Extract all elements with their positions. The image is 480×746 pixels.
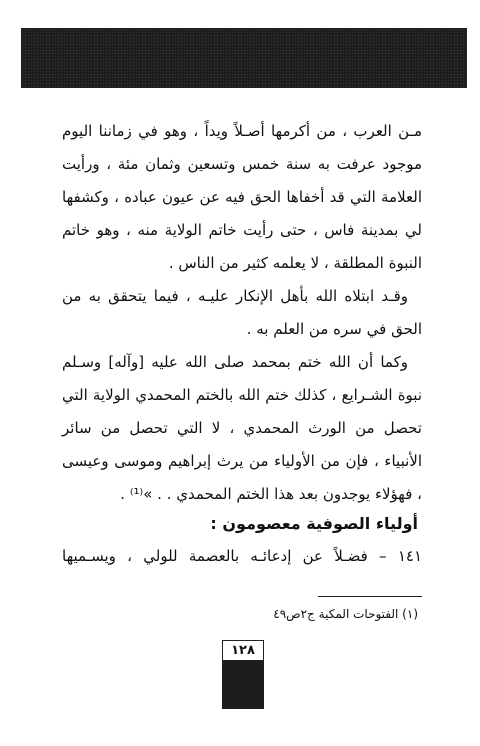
paragraph-2: وقـد ابتلاه الله بأهل الإنكار عليـه ، فيما يتحقق به من الحق في سره من العلم به . bbox=[62, 287, 422, 338]
paragraph-3: وكما أن الله ختم بمحمد صلى الله عليه [وآله] وسـلم نبوة الشـرايع ، كذلك ختم الله بالختم المحمدي الولاية التي تحصل من الورث المحمدي ، لا التي تحصل من سائر الأنبياء ، فإن من الأولياء من يرث إبراهيم وموسى وعيسى ، فهؤلاء يوجدون بعد هذا الختم المحمدي . . »⁽¹⁾ . bbox=[62, 353, 422, 503]
page-number-tab bbox=[222, 660, 264, 709]
paragraph-141: ١٤١ – فضـلاً عن إدعائـه بالعصمة للولي ، ويسـميها bbox=[62, 547, 422, 565]
section-heading: أولياء الصوفية معصومون : bbox=[210, 514, 418, 533]
footnote-divider bbox=[318, 596, 422, 597]
paragraph-1: مـن العرب ، من أكرمها أصـلاً ويداً ، وهو في زماننا اليوم موجود عرفت به سنة خمس وتسعين وثمان مئة ، ورأيت العلامة التي قد أخفاها الحق فيه عن عيون عباده ، وكشفها لي بمدينة فاس ، حتى رأيت خاتم الولاية منه ، وهو خاتم النبوة المطلقة ، لا يعلمه كثير من الناس . bbox=[62, 122, 422, 272]
header-band bbox=[21, 28, 467, 88]
page-number: ١٢٨ bbox=[222, 640, 264, 661]
footnote: (١) الفتوحات المكية ج٢ص٤٩ bbox=[273, 607, 418, 621]
body-text bbox=[62, 115, 422, 511]
